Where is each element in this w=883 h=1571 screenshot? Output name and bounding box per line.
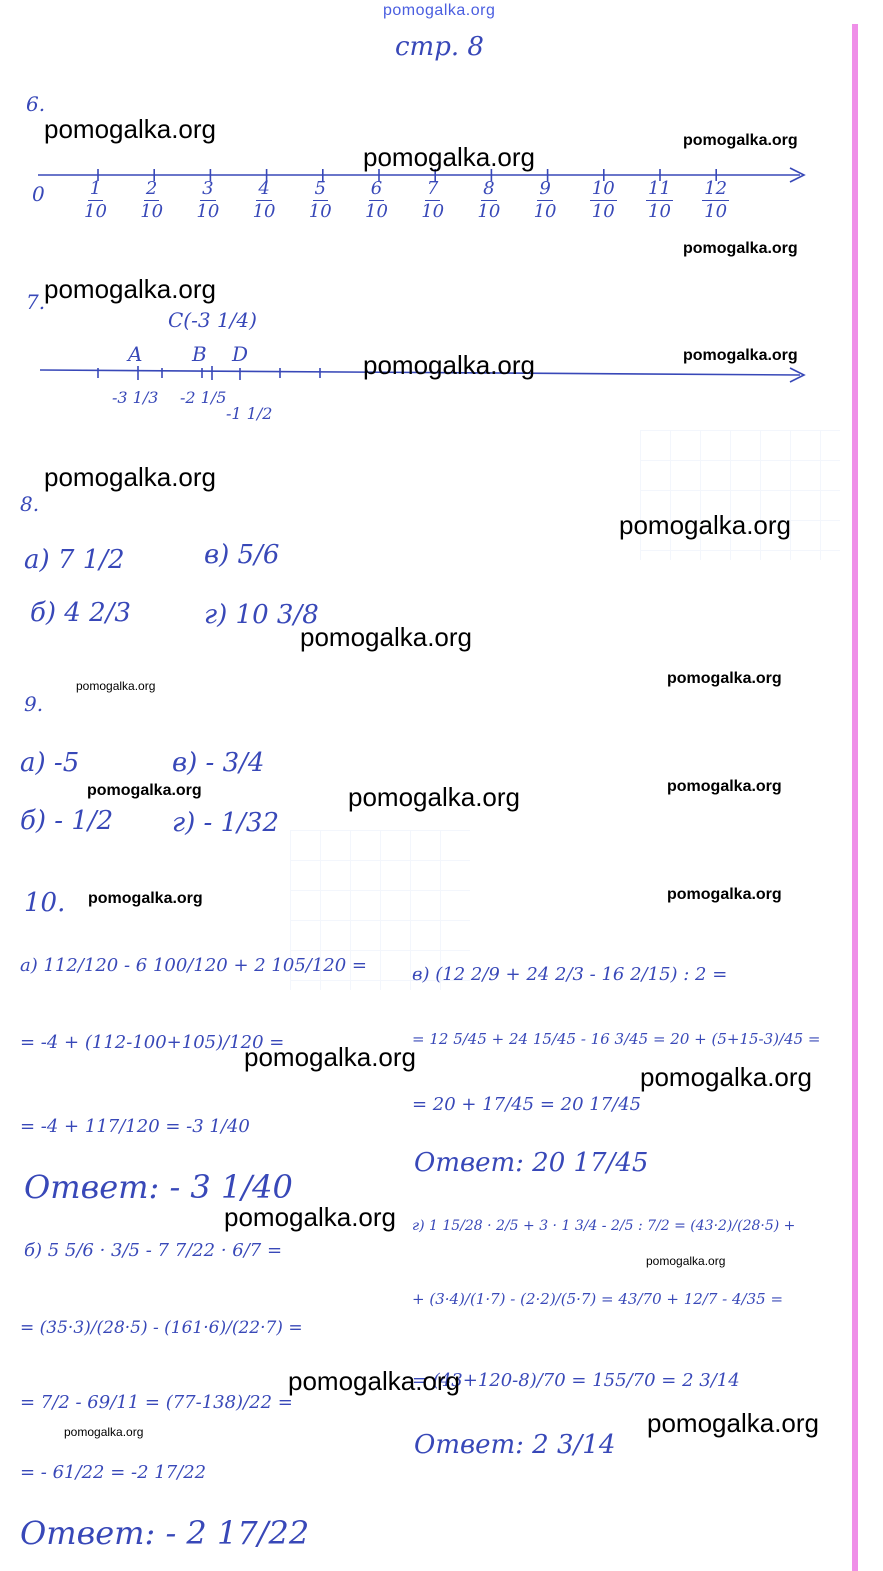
tick-denominator: 10	[533, 201, 557, 222]
task-8-v: в) 5/6	[204, 540, 280, 570]
task-10-g-answer: Ответ: 2 3/14	[414, 1430, 616, 1460]
tick-numerator: 8	[483, 178, 495, 199]
tick-denominator: 10	[591, 201, 615, 222]
watermark: pomogalka.org	[683, 132, 798, 149]
task-10-v-line-2: = 12 5/45 + 24 15/45 - 16 3/45 = 20 + (5+15-3)/45 =	[412, 1030, 821, 1048]
tick-denominator: 10	[704, 201, 728, 222]
watermark: pomogalka.org	[646, 1254, 726, 1268]
task-10-v-line-1: в) (12 2/9 + 24 2/3 - 16 2/15) : 2 =	[412, 964, 728, 985]
task-6-tick-label	[140, 180, 163, 221]
task-7-value-d: -1 1/2	[226, 404, 273, 423]
watermark: pomogalka.org	[88, 890, 203, 907]
task-6-tick-label	[590, 180, 617, 221]
task-7-point-c: C(-3 1/4)	[168, 308, 257, 332]
watermark: pomogalka.org	[348, 782, 520, 812]
watermark: pomogalka.org	[667, 778, 782, 795]
task-10-a-line-1: а) 112/120 - 6 100/120 + 2 105/120 =	[20, 955, 368, 976]
task-10-g-line-1: г) 1 15/28 · 2/5 + 3 · 1 3/4 - 2/5 : 7/2 = (43·2)/(28·5) +	[412, 1218, 796, 1234]
task-10-b-line-2: = (35·3)/(28·5) - (161·6)/(22·7) =	[20, 1318, 303, 1338]
tick-numerator: 5	[314, 178, 326, 199]
watermark: pomogalka.org	[44, 462, 216, 492]
watermark: pomogalka.org	[683, 240, 798, 257]
task-10-g-line-3: = (43+120-8)/70 = 155/70 = 2 3/14	[412, 1370, 740, 1391]
watermark: pomogalka.org	[300, 622, 472, 652]
tick-numerator: 2	[145, 178, 158, 199]
tick-numerator: 4	[258, 178, 270, 199]
watermark: pomogalka.org	[363, 350, 535, 380]
watermark: pomogalka.org	[667, 886, 782, 903]
task-6-zero-label: 0	[32, 182, 45, 206]
task-10-b-line-3: = 7/2 - 69/11 = (77-138)/22 =	[20, 1392, 293, 1413]
watermark: pomogalka.org	[640, 1062, 812, 1092]
task-8-number: 8.	[20, 492, 40, 516]
tick-denominator: 10	[196, 201, 220, 222]
task-6-tick-label	[84, 180, 107, 221]
tick-denominator: 10	[252, 201, 276, 222]
tick-denominator: 10	[648, 201, 671, 222]
watermark: pomogalka.org	[87, 782, 202, 799]
watermark: pomogalka.org	[76, 679, 156, 693]
task-6-tick-label	[309, 180, 332, 221]
task-9-b: б) - 1/2	[20, 806, 114, 836]
watermark: pomogalka.org	[363, 142, 535, 172]
task-9-number: 9.	[24, 692, 44, 716]
watermark: pomogalka.org	[619, 510, 791, 540]
task-10-a-answer: Ответ: - 3 1/40	[24, 1168, 293, 1206]
tick-numerator: 11	[648, 178, 671, 199]
task-7-point-b: B	[192, 342, 207, 366]
watermark-top: pomogalka.org	[383, 2, 496, 19]
task-8-g: г) 10 3/8	[204, 600, 319, 630]
tick-numerator: 7	[426, 178, 439, 199]
watermark: pomogalka.org	[44, 114, 216, 144]
task-8-b: б) 4 2/3	[30, 598, 131, 628]
task-6-tick-label	[646, 180, 673, 221]
watermark: pomogalka.org	[224, 1202, 396, 1232]
task-10-a-line-2: = -4 + (112-100+105)/120 =	[20, 1032, 285, 1053]
task-7-value-b: -2 1/5	[180, 388, 227, 407]
task-10-v-answer: Ответ: 20 17/45	[414, 1148, 649, 1178]
task-7-number: 7.	[26, 290, 46, 314]
tick-denominator: 10	[365, 201, 388, 222]
task-6-tick-label	[702, 180, 729, 221]
tick-denominator: 10	[421, 201, 445, 222]
tick-numerator: 3	[202, 178, 214, 199]
task-9-a: а) -5	[20, 748, 80, 778]
task-10-b-line-1: б) 5 5/6 · 3/5 - 7 7/22 · 6/7 =	[24, 1240, 283, 1261]
task-6-tick-label	[253, 180, 276, 221]
task-10-a-line-3: = -4 + 117/120 = -3 1/40	[20, 1116, 250, 1137]
task-6-tick-label	[477, 180, 500, 221]
tick-denominator: 10	[84, 201, 107, 222]
task-6-tick-label	[196, 180, 219, 221]
tick-numerator: 1	[89, 178, 102, 199]
tick-numerator: 12	[704, 178, 728, 199]
watermark: pomogalka.org	[667, 670, 782, 687]
task-6-number: 6.	[26, 92, 46, 116]
watermark: pomogalka.org	[44, 274, 216, 304]
tick-denominator: 10	[308, 201, 332, 222]
task-8-a: а) 7 1/2	[24, 545, 125, 575]
task-7-point-d: D	[232, 342, 249, 366]
task-6-tick-label	[534, 180, 557, 221]
tick-denominator: 10	[477, 201, 501, 222]
task-7-value-a: -3 1/3	[112, 388, 159, 407]
tick-numerator: 9	[539, 178, 551, 199]
watermark: pomogalka.org	[244, 1042, 416, 1072]
task-6-tick-label	[421, 180, 444, 221]
watermark: pomogalka.org	[288, 1366, 460, 1396]
watermark: pomogalka.org	[647, 1408, 819, 1438]
task-10-g-line-2: + (3·4)/(1·7) - (2·2)/(5·7) = 43/70 + 12/7 - 4/35 =	[412, 1290, 784, 1308]
task-9-g: г) - 1/32	[172, 808, 279, 838]
task-10-v-line-3: = 20 + 17/45 = 20 17/45	[412, 1094, 642, 1115]
page-label: стр. 8	[395, 32, 484, 62]
task-10-b-answer: Ответ: - 2 17/22	[20, 1514, 310, 1552]
task-10-b-line-4: = - 61/22 = -2 17/22	[20, 1462, 207, 1483]
tick-denominator: 10	[140, 201, 164, 222]
tick-numerator: 6	[370, 178, 383, 199]
tick-numerator: 10	[591, 178, 615, 199]
task-6-tick-label	[365, 180, 388, 221]
watermark: pomogalka.org	[64, 1425, 144, 1439]
watermark: pomogalka.org	[683, 347, 798, 364]
task-9-v: в) - 3/4	[172, 748, 265, 778]
task-7-point-a: A	[128, 342, 143, 366]
task-10-number: 10.	[24, 888, 66, 918]
